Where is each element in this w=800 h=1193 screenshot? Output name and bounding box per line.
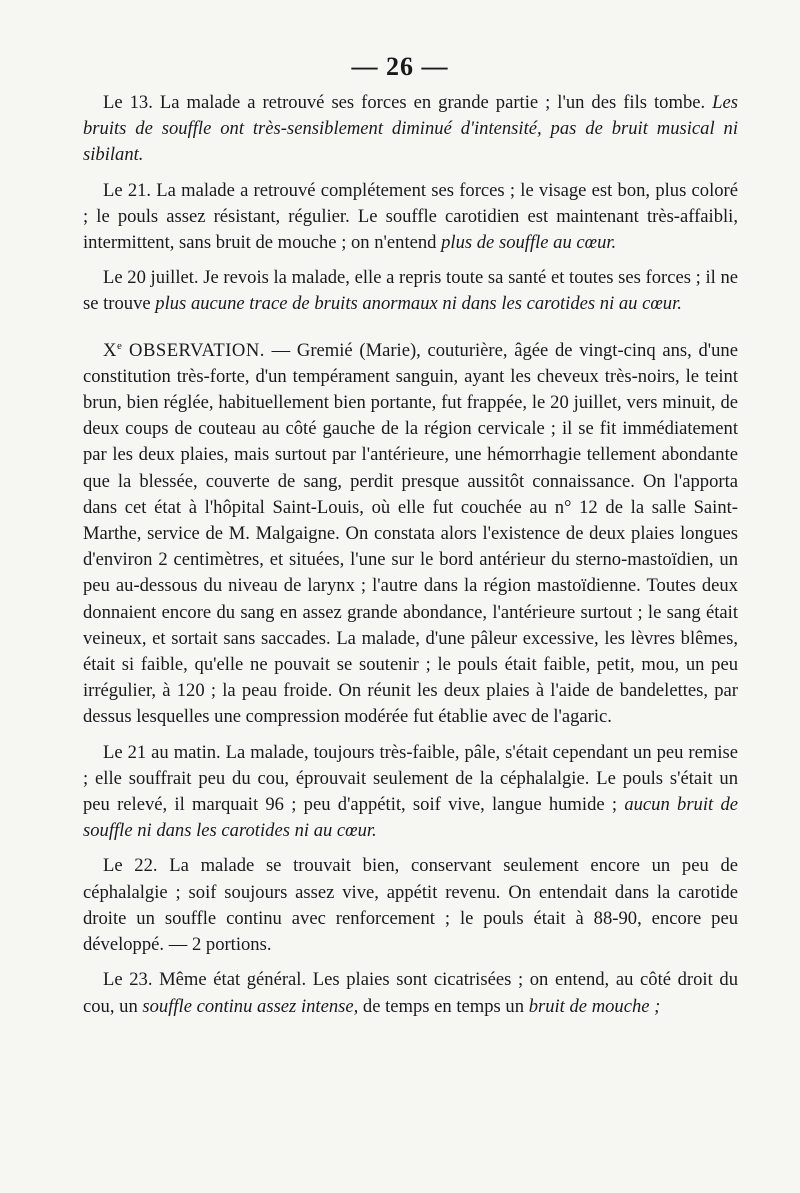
text-segment: Le 13. La malade a retrouvé ses forces en grande partie ; l'un des fils tombe.: [103, 92, 713, 113]
text-segment: Le 22. La malade se trouvait bien, conservant seulement encore un peu de céphalalgie ; soif soujours assez vive, appétit revenu. On entendait dans la carotide droite un souffle continu avec renforcement ; le pouls était à 88-90, encore peu développé. — 2 portions.: [83, 855, 738, 956]
text-segment: de temps en temps un: [358, 995, 529, 1017]
superscript: e: [116, 339, 122, 352]
page-number: — 26 —: [351, 52, 449, 81]
paragraph: [83, 740, 738, 845]
text-segment: — Gremié (Marie), couturière, âgée de vingt-cinq ans, d'une constitution très-forte, d'un tempérament sanguin, ayant les cheveux très-noirs, le teint brun, bien réglée, habituellement bien portante, fut frappée, le 20 juillet, vers minuit, de deux coups de couteau au côté gauche de la région cervicale ; il se fit immédiatement par les deux plaies, mais surtout par l'antérieure, une hémorrhagie tellement abondante que la blessée, couverte de sang, perdit presque aussitôt connaissance. On l'apporta dans cet état à l'hôpital Saint-Louis, où elle fut couchée au n° 12 de la salle Saint-Marthe, service de M. Malgaigne. On constata alors l'existence de deux plaies longues d'environ 2 centimètres, et situées, l'une sur le bord antérieur du sterno-mastoïdien, un peu au-dessous du niveau de larynx ; l'autre dans la région mastoïdienne. Toutes deux donnaient encore du sang en assez grande abondance, l'antérieure surtout ; le sang était veineux, et sortait sans saccades. La malade, d'une pâleur excessive, les lèvres blêmes, était si faible, qu'elle ne pouvait se soutenir ; le pouls était faible, petit, mou, un peu irrégulier, à 120 ; la peau froide. On réunit les deux plaies à l'aide de bandelettes, par dessus lesquelles une compression modérée fut établie avec de l'agaric.: [83, 339, 738, 728]
italic-text-segment: souffle continu assez intense,: [142, 995, 359, 1017]
italic-text-segment: Les bruits de souffle ont très-sensiblement diminué d'intensité, pas de bruit musical ni sibilant.: [83, 92, 738, 166]
text-segment: X: [103, 339, 117, 361]
paragraph: [83, 853, 738, 958]
text-segment: Le 20 juillet. Je revois la malade, elle a repris toute sa santé et toutes ses forces ; il ne se trouve: [83, 267, 738, 315]
italic-text-segment: plus aucune trace de bruits anormaux ni dans les carotides ni au cœur.: [155, 293, 682, 315]
paragraph: [83, 338, 738, 731]
paragraph: [83, 265, 738, 317]
paragraph: [83, 90, 738, 169]
text-segment: Le 21. La malade a retrouvé complétement ses forces ; le visage est bon, plus coloré ; le pouls assez résistant, régulier. Le souffle carotidien est maintenant très-affaibli, intermittent, sans bruit de mouche ; on n'entend: [83, 179, 738, 254]
text-segment: OBSERVATION.: [121, 339, 265, 361]
body-text: [83, 90, 738, 1029]
italic-text-segment: plus de souffle au cœur.: [441, 232, 617, 254]
italic-text-segment: bruit de mouche ;: [528, 995, 661, 1017]
paragraph: [83, 967, 738, 1019]
paragraph: [83, 178, 738, 257]
text-segment: Le 23. Même état général. Les plaies sont cicatrisées ; on entend, au côté droit du cou, un: [83, 969, 738, 1017]
italic-text-segment: aucun bruit de souffle ni dans les carotides ni au cœur.: [83, 794, 738, 842]
text-segment: Le 21 au matin. La malade, toujours très-faible, pâle, s'était cependant un peu remise ; elle souffrait peu du cou, éprouvait seulement de la céphalalgie. Le pouls s'était un peu relevé, il marquait 96 ; peu d'appétit, soif vive, langue humide ;: [83, 741, 738, 816]
